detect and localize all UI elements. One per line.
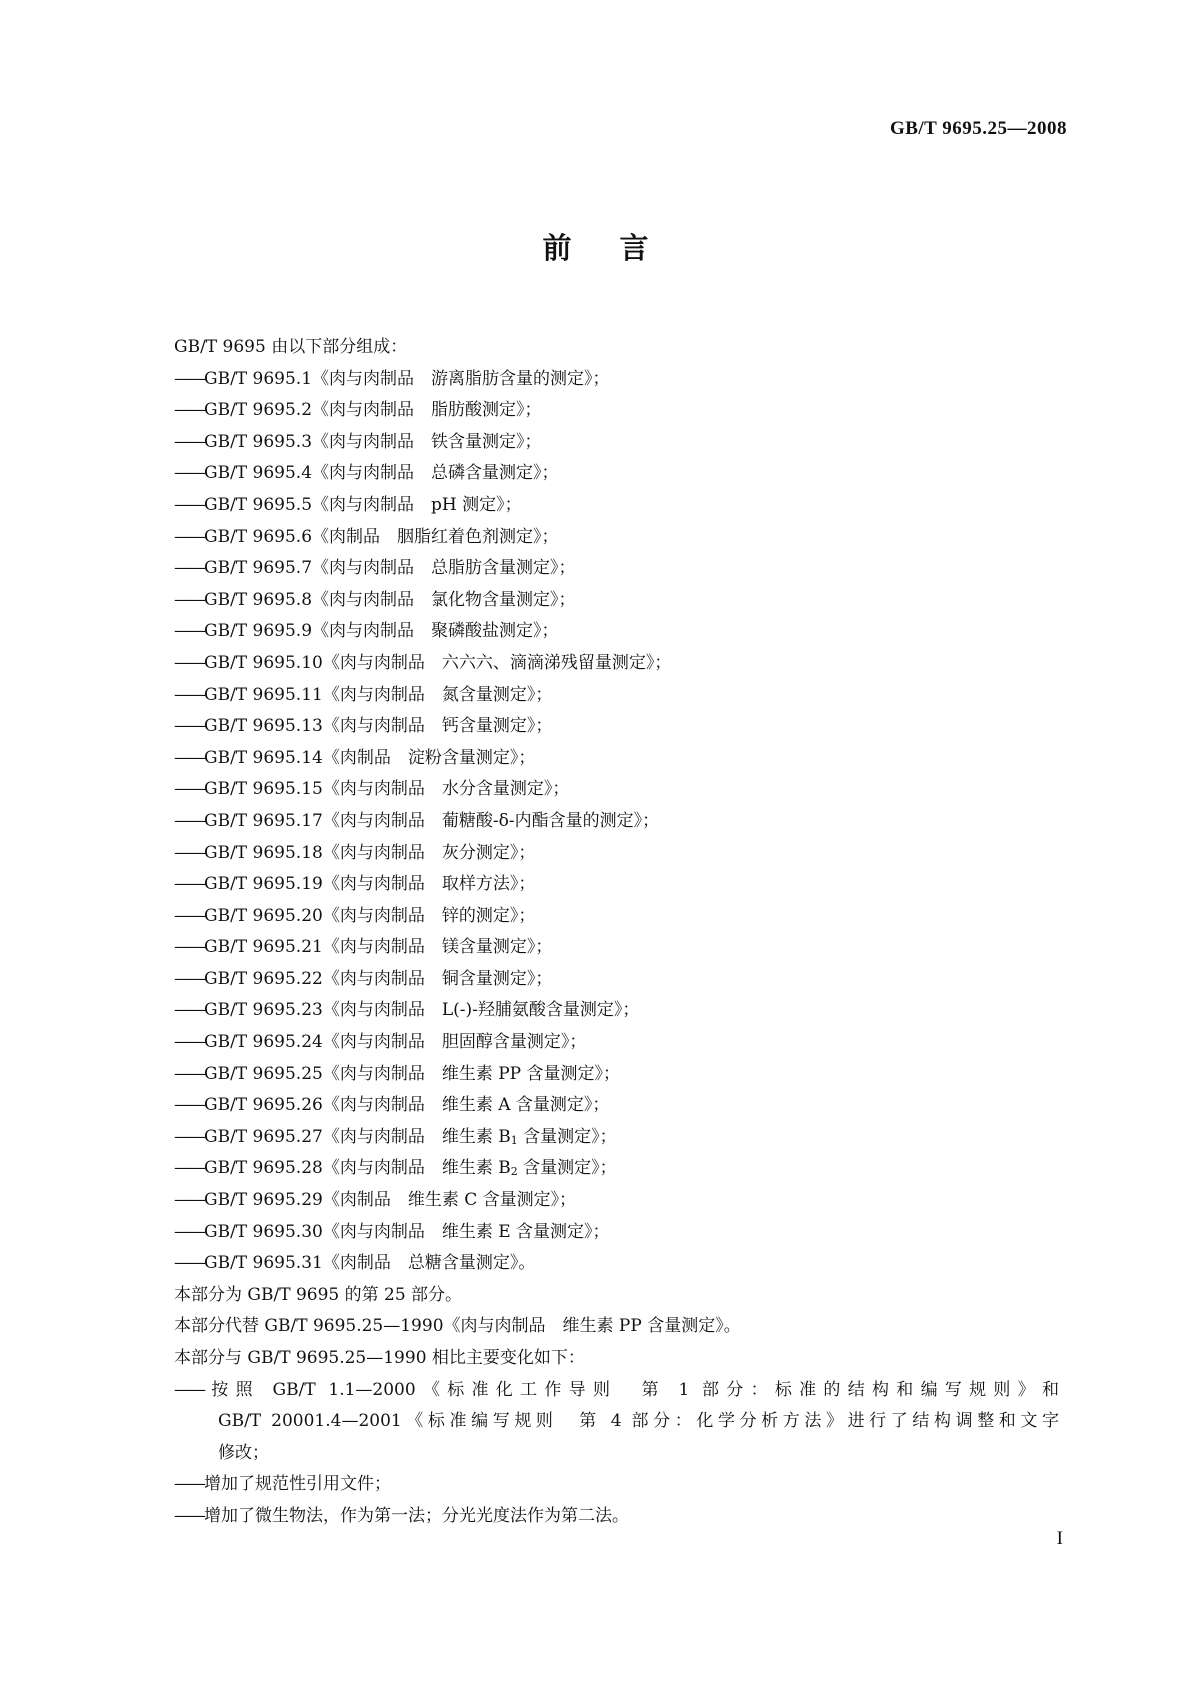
dash-marker: —— (174, 463, 204, 484)
dash-marker: —— (174, 400, 204, 421)
dash-marker: —— (174, 1000, 204, 1021)
part-item: ——GB/T 9695.4《肉与肉制品 总磷含量测定》； (174, 463, 559, 484)
dash-marker: —— (174, 747, 204, 768)
dash-marker: —— (174, 716, 204, 737)
part-item: ——GB/T 9695.7《肉与肉制品 总脂肪含量测定》； (174, 558, 576, 579)
part-item: ——GB/T 9695.11《肉与肉制品 氮含量测定》； (174, 684, 553, 705)
change-item-continued: GB/T 20001.4—2001《标准编写规则 第 4 部分：化学分析方法》进行了结构调整和文字 (218, 1411, 1059, 1432)
part-item: ——GB/T 9695.18《肉与肉制品 灰分测定》； (174, 842, 536, 863)
part-item: ——GB/T 9695.30《肉与肉制品 维生素 E 含量测定》； (174, 1221, 610, 1242)
part-item: ——GB/T 9695.25《肉与肉制品 维生素 PP 含量测定》； (174, 1063, 621, 1084)
dash-marker: —— (174, 874, 204, 895)
dash-marker: —— (174, 968, 204, 989)
dash-marker: —— (174, 810, 204, 831)
part-item: ——GB/T 9695.17《肉与肉制品 葡糖酸-δ-内酯含量的测定》； (174, 810, 660, 831)
dash-marker: —— (174, 1095, 204, 1116)
part-item: ——GB/T 9695.6《肉制品 胭脂红着色剂测定》； (174, 526, 559, 547)
dash-marker: —— (174, 842, 204, 863)
part-item: ——GB/T 9695.5《肉与肉制品 pH 测定》； (174, 494, 522, 515)
subscript: 1 (510, 1133, 518, 1147)
part-item: ——GB/T 9695.3《肉与肉制品 铁含量测定》； (174, 431, 542, 452)
part-item: ——GB/T 9695.13《肉与肉制品 钙含量测定》； (174, 716, 553, 737)
part-item: ——GB/T 9695.24《肉与肉制品 胆固醇含量测定》； (174, 1032, 587, 1053)
page-number: I (1056, 1528, 1063, 1549)
part-item: ——GB/T 9695.27《肉与肉制品 维生素 $B_1$ 含量测定》； (174, 1126, 617, 1147)
part-item: ——GB/T 9695.1《肉与肉制品 游离脂肪含量的测定》； (174, 368, 610, 389)
change-item: ——增加了规范性引用文件； (174, 1474, 391, 1495)
dash-marker: —— (174, 1221, 204, 1242)
part-item: ——GB/T 9695.9《肉与肉制品 聚磷酸盐测定》； (174, 621, 559, 642)
part-item: ——GB/T 9695.23《肉与肉制品 L(-)-羟脯氨酸含量测定》； (174, 1000, 640, 1021)
dash-marker: —— (174, 589, 204, 610)
change-item: ——按照 GB/T 1.1—2000《标准化工作导则 第 1 部分：标准的结构和编写规则》和 (174, 1379, 1059, 1400)
statement-line: 本部分为 GB/T 9695 的第 25 部分。 (174, 1284, 463, 1305)
document-body (174, 332, 1059, 1533)
dash-marker: —— (174, 1379, 204, 1400)
parts-list (174, 364, 1059, 1122)
dash-marker: —— (174, 526, 204, 547)
dash-marker: —— (174, 1063, 204, 1084)
dash-marker: —— (174, 1253, 204, 1274)
dash-marker: —— (174, 431, 204, 452)
part-item: ——GB/T 9695.14《肉制品 淀粉含量测定》； (174, 747, 536, 768)
part-item: ——GB/T 9695.15《肉与肉制品 水分含量测定》； (174, 779, 570, 800)
dash-marker: —— (174, 937, 204, 958)
dash-marker: —— (174, 1158, 204, 1179)
dash-marker: —— (174, 1505, 204, 1526)
part-item: ——GB/T 9695.26《肉与肉制品 维生素 A 含量测定》； (174, 1095, 610, 1116)
part-item: ——GB/T 9695.2《肉与肉制品 脂肪酸测定》； (174, 400, 542, 421)
intro-line: GB/T 9695 由以下部分组成： (174, 337, 408, 357)
dash-marker: —— (174, 558, 204, 579)
part-item: ——GB/T 9695.20《肉与肉制品 锌的测定》； (174, 905, 536, 926)
dash-marker: —— (174, 1126, 204, 1147)
dash-marker: —— (174, 1474, 204, 1495)
statement-line: 本部分代替 GB/T 9695.25—1990《肉与肉制品 维生素 PP 含量测定》。 (174, 1316, 741, 1337)
dash-marker: —— (174, 905, 204, 926)
dash-marker: —— (174, 652, 204, 673)
dash-marker: —— (174, 621, 204, 642)
part-item: ——GB/T 9695.28《肉与肉制品 维生素 $B_2$ 含量测定》； (174, 1158, 617, 1179)
parts-list-tail (174, 1185, 1059, 1280)
part-item: ——GB/T 9695.19《肉与肉制品 取样方法》； (174, 874, 536, 895)
dash-marker: —— (174, 1032, 204, 1053)
change-item-continued: 修改； (218, 1442, 269, 1463)
part-item: ——GB/T 9695.10《肉与肉制品 六六六、滴滴涕残留量测定》； (174, 652, 672, 673)
part-item: ——GB/T 9695.31《肉制品 总糖含量测定》。 (174, 1253, 536, 1274)
page-title: 前言 (542, 231, 697, 265)
dash-marker: —— (174, 684, 204, 705)
dash-marker: —— (174, 494, 204, 515)
part-item: ——GB/T 9695.22《肉与肉制品 铜含量测定》； (174, 968, 553, 989)
dash-marker: —— (174, 368, 204, 389)
part-item: ——GB/T 9695.29《肉制品 维生素 C 含量测定》； (174, 1190, 577, 1211)
part-item: ——GB/T 9695.21《肉与肉制品 镁含量测定》； (174, 937, 553, 958)
dash-marker: —— (174, 779, 204, 800)
part-item: ——GB/T 9695.8《肉与肉制品 氯化物含量测定》； (174, 589, 576, 610)
subscript: 2 (510, 1165, 518, 1179)
standard-code: GB/T 9695.25—2008 (889, 118, 1067, 139)
dash-marker: —— (174, 1190, 204, 1211)
change-item: ——增加了微生物法，作为第一法；分光光度法作为第二法。 (174, 1505, 629, 1526)
statement-line: 本部分与 GB/T 9695.25—1990 相比主要变化如下： (174, 1348, 585, 1368)
